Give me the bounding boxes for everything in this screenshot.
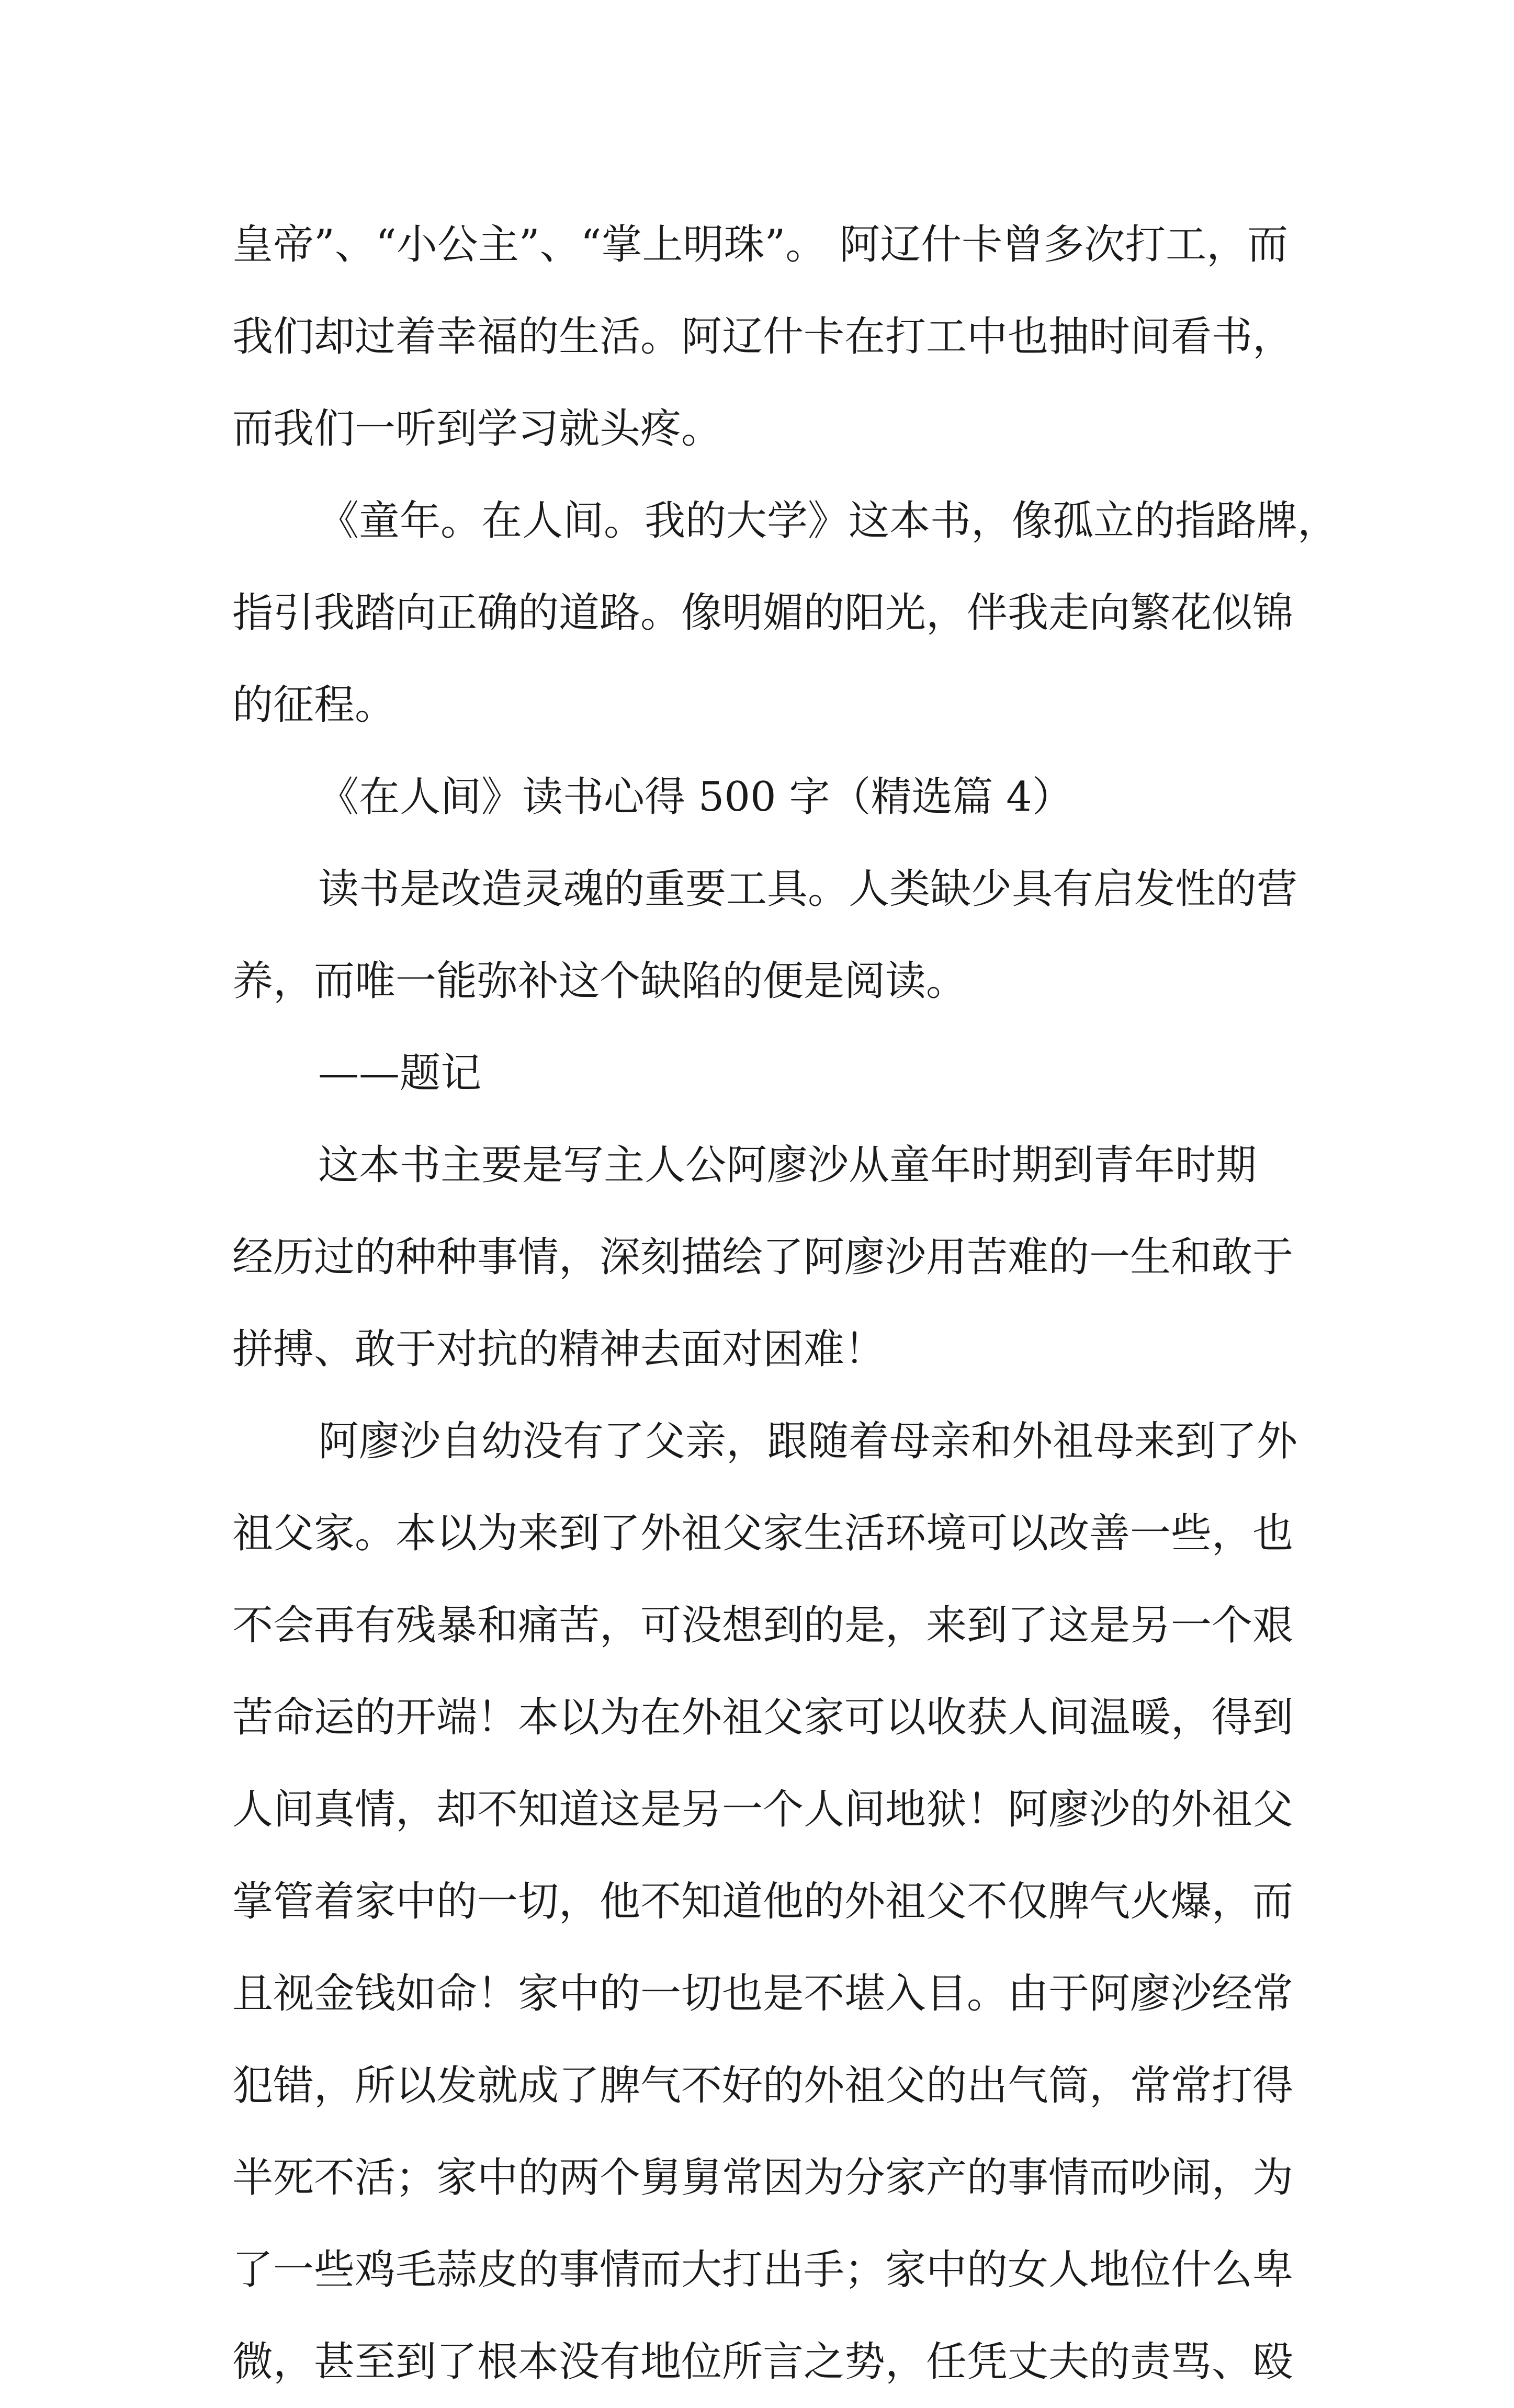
text-line: 了一些鸡毛蒜皮的事情而大打出手；家中的女人地位什么卑: [232, 2246, 1294, 2293]
text-line: 养，而唯一能弥补这个缺陷的便是阅读。: [232, 958, 967, 1005]
paragraph-first-line: 读书是改造灵魂的重要工具。人类缺少具有启发性的营: [318, 866, 1298, 913]
text-line: 微，甚至到了根本没有地位所言之势，任凭丈夫的责骂、殴: [232, 2338, 1294, 2386]
text-line: 的征程。: [232, 681, 396, 729]
text-line: 不会再有残暴和痛苦，可没想到的是，来到了这是另一个艰: [232, 1602, 1294, 1649]
paragraph-first-line: 这本书主要是写主人公阿廖沙从童年时期到青年时期: [318, 1142, 1257, 1189]
text-line: 而我们一听到学习就头疼。: [232, 405, 722, 452]
text-line: 且视金钱如命！家中的一切也是不堪入目。由于阿廖沙经常: [232, 1970, 1294, 2017]
text-line: 指引我踏向正确的道路。像明媚的阳光，伴我走向繁花似锦: [232, 589, 1294, 637]
epigraph-attribution: ——题记: [318, 1050, 482, 1097]
section-heading: 《在人间》读书心得 500 字（精选篇 4）: [318, 774, 1073, 821]
text-line: 苦命运的开端！本以为在外祖父家可以收获人间温暖，得到: [232, 1694, 1294, 1741]
text-line: 半死不活；家中的两个舅舅常因为分家产的事情而吵闹，为: [232, 2154, 1294, 2201]
text-line: 祖父家。本以为来到了外祖父家生活环境可以改善一些，也: [232, 1510, 1294, 1557]
text-line: 我们却过着幸福的生活。阿辽什卡在打工中也抽时间看书，: [232, 313, 1294, 360]
text-line: 掌管着家中的一切，他不知道他的外祖父不仅脾气火爆，而: [232, 1878, 1294, 1925]
document-body: [232, 199, 1339, 2408]
paragraph-first-line: 《童年。在人间。我的大学》这本书，像孤立的指路牌，: [318, 497, 1339, 544]
text-line: 皇帝”、“小公主”、“掌上明珠”。 阿辽什卡曾多次打工，而: [232, 221, 1289, 268]
paragraph-first-line: 阿廖沙自幼没有了父亲，跟随着母亲和外祖母来到了外: [318, 1418, 1298, 1465]
text-line: 人间真情，却不知道这是另一个人间地狱！阿廖沙的外祖父: [232, 1786, 1294, 1833]
text-line: 犯错，所以发就成了脾气不好的外祖父的出气筒，常常打得: [232, 2062, 1294, 2109]
text-line: 经历过的种种事情，深刻描绘了阿廖沙用苦难的一生和敢于: [232, 1234, 1294, 1281]
text-line: 拼搏、敢于对抗的精神去面对困难！: [232, 1326, 886, 1373]
